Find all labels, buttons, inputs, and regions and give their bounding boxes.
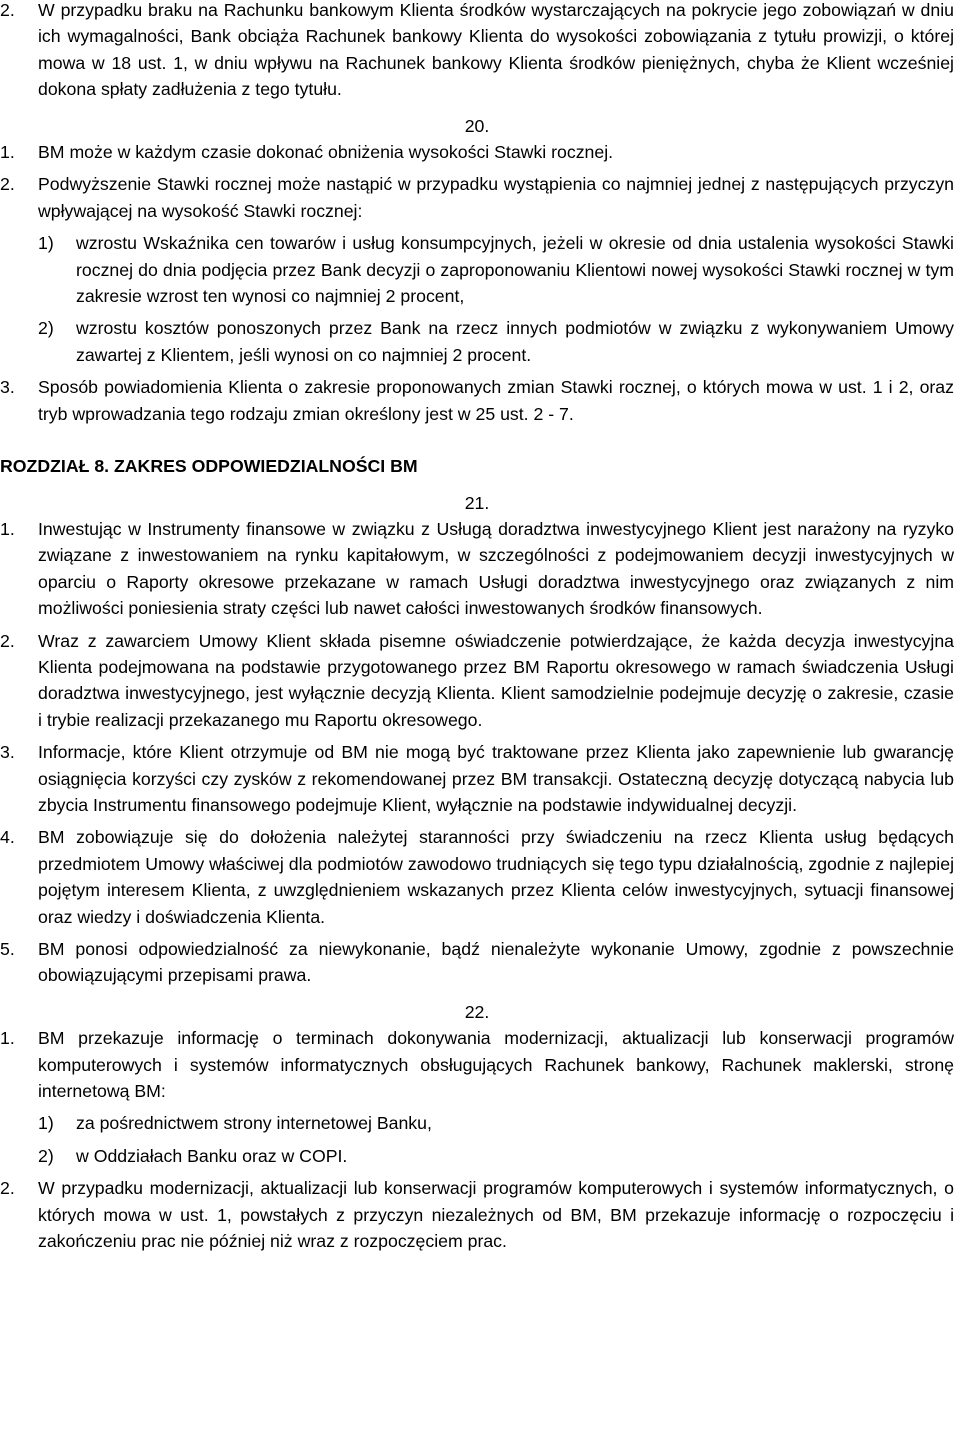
sub-item-number: 1)	[38, 233, 54, 254]
item-number: 3.	[0, 377, 15, 398]
section-heading-21: 21.	[464, 492, 490, 513]
item-text: Podwyższenie Stawki rocznej może nastąpić w przypadku wystąpienia co najmniej jednej z następujących przyczyn wpływającej na wysokość Stawki rocznej:	[38, 174, 954, 221]
sub-item-text: za pośrednictwem strony internetowej Banku,	[76, 1113, 432, 1134]
sub-item-text: wzrostu kosztów ponoszonych przez Bank na rzecz innych podmiotów w związku z wykonywaniem Umowy zawartej z Klientem, jeśli wynosi on co najmniej 2 procent.	[76, 318, 954, 365]
chapter-title: ROZDZIAŁ 8. ZAKRES ODPOWIEDZIALNOŚCI BM	[0, 456, 418, 477]
item-number: 5.	[0, 939, 15, 959]
sub-item-text: wzrostu Wskaźnika cen towarów i usług konsumpcyjnych, jeżeli w okresie od dnia ustalenia wysokości Stawki rocznej do dnia podjęcia przez Bank decyzji o zaproponowaniu Klientowi nowej wysokości Stawki rocznej w tym zakresie wzrost ten wynosi co najmniej 2 procent,	[76, 233, 954, 307]
sub-item-text: w Oddziałach Banku oraz w COPI.	[76, 1145, 348, 1166]
item-text: BM zobowiązuje się do dołożenia należytej staranności przy świadczeniu na rzecz Klienta usług będących przedmiotem Umowy właściwej dla podmiotów zawodowo trudniących się tego typu działalnością, zgodnie z najlepiej pojętym interesem Klienta, z uwzględnieniem wskazanych przez Klienta celów inwestycyjnych, sytuacji finansowej oraz wiedzy i doświadczenia Klienta.	[38, 827, 954, 927]
item-text: BM ponosi odpowiedzialność za niewykonanie, bądź nienależyte wykonanie Umowy, zgodnie z powszechnie obowiązującymi przepisami prawa.	[38, 939, 954, 986]
section-heading-22: 22.	[464, 1001, 490, 1022]
item-number: 1.	[0, 142, 15, 163]
item-text: W przypadku braku na Rachunku bankowym Klienta środków wystarczających na pokrycie jego zobowiązań w dniu ich wymagalności, Bank obciąża Rachunek bankowy Klienta do wysokości zobowiązania z tytułu prowizji, o której mowa w 18 ust. 1, w dniu wpływu na Rachunek bankowy Klienta środków pieniężnych, chyba że Klient wcześniej dokona spłaty zadłużenia z tego tytułu.	[38, 0, 954, 100]
item-text: Wraz z zawarciem Umowy Klient składa pisemne oświadczenie potwierdzające, że każda decyzja inwestycyjna Klienta podejmowana na podstawie przygotowanego przez BM Raportu okresowego w ramach świadczenia Usługi doradztwa inwestycyjnego, jest wyłącznie decyzją Klienta. Klient samodzielnie podejmuje decyzję o zakresie, czasie i trybie realizacji przekazanego mu Raportu okresowego.	[38, 630, 954, 730]
item-text: BM przekazuje informację o terminach dokonywania modernizacji, aktualizacji lub konserwacji programów komputerowych i systemów informatycznych obsługujących Rachunek bankowy, Rachunek maklerski, stronę internetową BM:	[38, 1028, 954, 1102]
list-item	[0, 936, 954, 989]
list-item	[0, 824, 954, 930]
section-heading-20: 20.	[464, 115, 490, 136]
item-number: 2.	[0, 630, 15, 651]
list-item	[0, 0, 954, 103]
sub-item-number: 2)	[38, 318, 54, 339]
item-number: 2.	[0, 1178, 15, 1199]
list-item	[0, 739, 954, 818]
list-item	[0, 171, 954, 224]
list-item	[0, 374, 954, 427]
item-number: 1.	[0, 518, 15, 539]
item-text: BM może w każdym czasie dokonać obniżenia wysokości Stawki rocznej.	[38, 142, 614, 163]
list-item	[0, 139, 954, 165]
sub-list-item	[38, 230, 954, 309]
list-item	[0, 516, 954, 622]
sub-list-item	[38, 1110, 954, 1136]
list-item	[0, 628, 954, 734]
sub-list-item	[38, 1143, 954, 1169]
item-number: 2.	[0, 0, 15, 20]
item-text: Inwestując w Instrumenty finansowe w związku z Usługą doradztwa inwestycyjnego Klient jest narażony na ryzyko związane z inwestowaniem na rynku kapitałowym, w szczególności z podejmowaniem decyzji inwestycyjnych w oparciu o Raporty okresowe przekazane w ramach Usługi doradztwa inwestycyjnego oraz związanych z nim możliwości poniesienia straty części lub nawet całości inwestowanych środków finansowych.	[38, 518, 954, 619]
item-number: 4.	[0, 827, 15, 848]
sub-item-number: 1)	[38, 1113, 54, 1134]
item-text: W przypadku modernizacji, aktualizacji lub konserwacji programów komputerowych i systemów informatycznych, o których mowa w ust. 1, powstałych z przyczyn niezależnych od BM, BM przekazuje informację o rozpoczęciu i zakończeniu prac nie później niż wraz z rozpoczęciem prac.	[38, 1178, 954, 1252]
item-text: Sposób powiadomienia Klienta o zakresie proponowanych zmian Stawki rocznej, o których mowa w ust. 1 i 2, oraz tryb wprowadzania tego rodzaju zmian określony jest w 25 ust. 2 - 7.	[38, 377, 954, 424]
item-number: 1.	[0, 1028, 15, 1049]
list-item	[0, 1175, 954, 1254]
list-item	[0, 1025, 954, 1104]
item-number: 2.	[0, 174, 15, 195]
sub-item-number: 2)	[38, 1145, 54, 1166]
sub-list-item	[38, 315, 954, 368]
item-text: Informacje, które Klient otrzymuje od BM nie mogą być traktowane przez Klienta jako zapewnienie lub gwarancję osiągnięcia korzyści czy zysków z rekomendowanej przez BM transakcji. Ostateczną decyzję dotyczącą nabycia lub zbycia Instrumentu finansowego podejmuje Klient, wyłącznie na podstawie indywidualnej decyzji.	[38, 742, 954, 815]
item-number: 3.	[0, 742, 15, 763]
